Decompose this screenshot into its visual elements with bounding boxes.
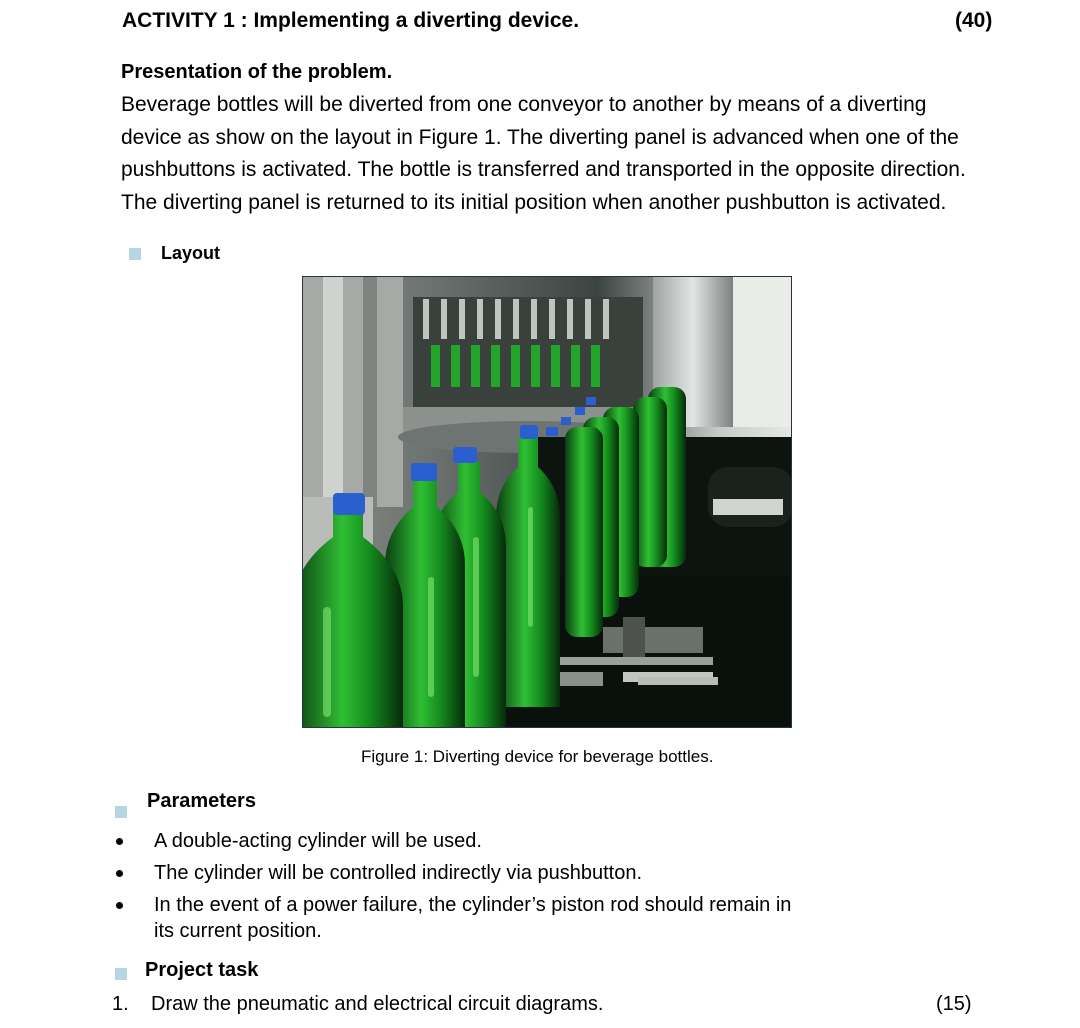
- activity-marks: (40): [955, 9, 993, 32]
- parameter-item: The cylinder will be controlled indirectly via pushbutton.: [154, 862, 643, 884]
- project-task-heading: Project task: [145, 959, 259, 981]
- problem-line: Beverage bottles will be diverted from one conveyor to another by means of a diverting: [121, 93, 927, 116]
- bullet-icon: [116, 902, 123, 909]
- parameter-item-continuation: its current position.: [154, 920, 322, 942]
- figure-photo: [302, 276, 792, 728]
- square-bullet-icon: [129, 248, 141, 260]
- square-bullet-icon: [115, 968, 127, 980]
- bottle-line-photo-illustration: [303, 277, 792, 728]
- task-number: 1.: [112, 993, 129, 1015]
- problem-line: pushbuttons is activated. The bottle is transferred and transported in the opposite direction.: [121, 158, 966, 181]
- square-bullet-icon: [115, 806, 127, 818]
- problem-line: device as show on the layout in Figure 1. The diverting panel is advanced when one of the: [121, 125, 959, 149]
- bullet-icon: [116, 870, 123, 877]
- activity-title: ACTIVITY 1 : Implementing a diverting device.: [122, 9, 580, 32]
- bullet-icon: [116, 838, 123, 845]
- figure-caption: Figure 1: Diverting device for beverage bottles.: [361, 747, 714, 766]
- task-text: Draw the pneumatic and electrical circuit diagrams.: [151, 993, 604, 1015]
- parameters-heading: Parameters: [147, 790, 256, 812]
- problem-paragraph: [121, 89, 1007, 219]
- problem-heading: Presentation of the problem.: [121, 61, 393, 83]
- layout-heading: Layout: [161, 243, 221, 263]
- problem-line: The diverting panel is returned to its initial position when another pushbutton is activated.: [121, 190, 947, 214]
- task-marks: (15): [936, 993, 972, 1015]
- parameter-item: A double-acting cylinder will be used.: [154, 830, 482, 852]
- parameter-item: In the event of a power failure, the cylinder’s piston rod should remain in: [154, 894, 792, 916]
